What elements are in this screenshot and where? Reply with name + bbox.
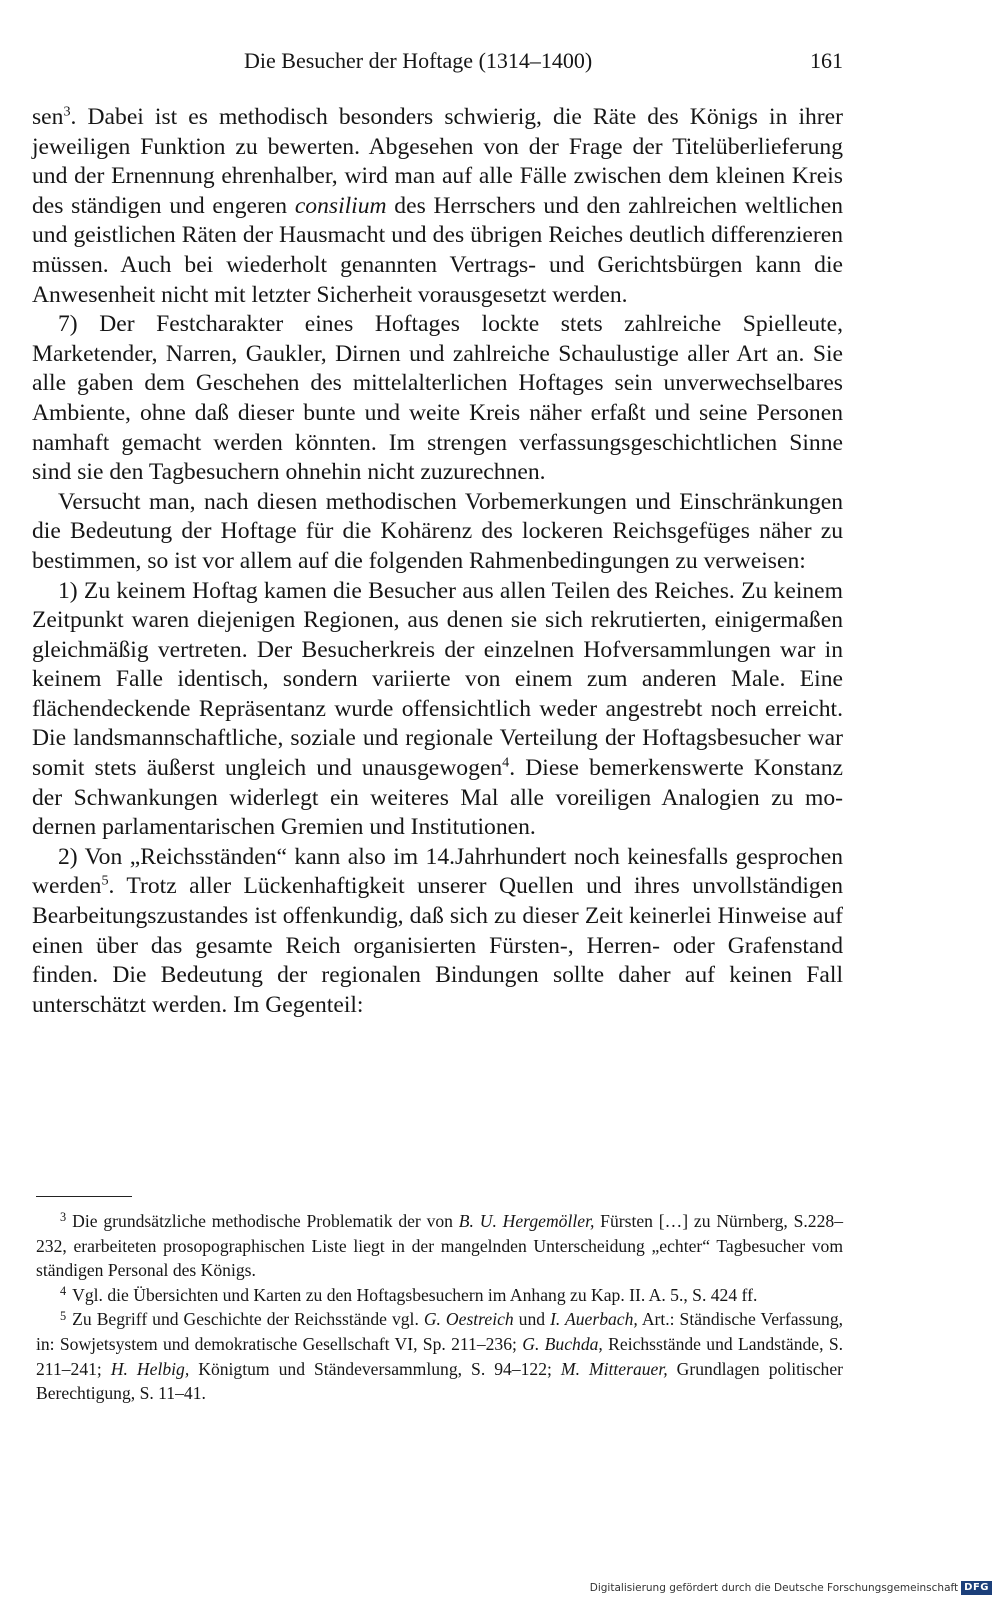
running-header	[32, 44, 843, 78]
footnote-5: $^5$ Zu Begriff und Geschichte der Reichsstände vgl. G. Oestreich und I. Auerbach, Art.: Ständische Verfassung, in: Sowjetsystem und demokratische Gesellschaft VI, Sp. 211–236; G. Buchda, Reichsstände und Landstände, S. 211–241; H. Helbig, Königtum und Ständeversammlung, S. 94–122; M. Mitterauer, Grundlagen politischer Berechtigung, S. 11–41.	[36, 1308, 844, 1404]
dfg-logo: DFG	[961, 1581, 992, 1595]
paragraph-point-2: 2) Von „Reichsständen“ kann also im 14.Jahrhundert noch keinesfalls gesprochen werden$^5$. Trotz aller Lückenhaftigkeit unserer Quellen und ihres unvollständigen Bearbeitungszustandes ist offenkundig, daß sich zu dieser Zeit keinerlei Hinweise auf einen über das gesamte Reich organisierten Fürsten-, Herren- oder Grafenstand finden. Die Bedeutung der regionalen Bindungen sollte daher auf keinen Fall unterschätzt werden. Im Gegenteil:	[32, 843, 843, 1018]
footnotes	[36, 1209, 843, 1406]
main-text	[32, 103, 843, 1020]
footnote-ref-3[interactable]: 3	[63, 103, 71, 120]
footnote-mark: 4	[60, 1284, 67, 1299]
running-title: Die Besucher der Hoftage (1314–1400)	[244, 48, 593, 73]
footnote-4: $^4$ Vgl. die Übersichten und Karten zu den Hoftagsbesuchern im Anhang zu Kap. II. A. 5., S. 424 ff.	[60, 1284, 758, 1305]
footnote-mark: 5	[60, 1308, 67, 1323]
page-number: 161	[810, 48, 843, 73]
footnote-mark: 3	[60, 1210, 67, 1225]
paragraph-point-7: 7) Der Festcharakter eines Hoftages lockte stets zahlreiche Spielleute, Marketender, Narren, Gaukler, Dirnen und zahlreiche Schaulustige aller Art an. Sie alle gaben dem Geschehen des mittelalterlichen Hoftages sein unverwechselbares Ambiente, ohne daß dieser bunte und weite Kreis näher erfaßt und seine Personen namhaft gemacht werden könnten. Im strengen verfassungsgeschichtlichen Sinne sind sie den Tagbesuchern ohnehin nicht zuzurechnen.	[32, 311, 843, 486]
footnote-divider	[36, 1196, 132, 1197]
paragraph-point-1: 1) Zu keinem Hoftag kamen die Besucher aus allen Teilen des Reiches. Zu keinem Zeitpunkt waren diejenigen Regionen, aus denen sie sich rekrutierten, einigermaßen gleichmäßig vertreten. Der Besucherkreis der einzelnen Hofversammlungen war in keinem Falle identisch, sondern variierte von einem zum anderen Male. Eine flächendeckende Repräsentanz wurde offensichtlich weder angestrebt noch erreicht. Die landsmannschaftliche, soziale und regionale Verteilung der Hoftagsbesucher war somit stets äußerst ungleich und unausgewogen$^4$. Diese bemerkenswerte Konstanz der Schwankungen widerlegt ein weiteres Mal alle voreiligen Analogien zu modernen parlamentarischen Gremien und Institutionen.	[32, 577, 844, 841]
paragraph-conditions: Versucht man, nach diesen methodischen Vorbemerkungen und Einschränkungen die Bedeutung der Hoftage für die Kohärenz des lockeren Reichsgefüges näher zu bestimmen, so ist vor allem auf die folgenden Rahmenbedingungen zu verweisen:	[32, 488, 843, 574]
credit-text: Digitalisierung gefördert durch die Deutsche Forschungsgemeinschaft	[589, 1582, 959, 1594]
paragraph-continued: sen$^3$. Dabei ist es methodisch besonders schwierig, die Räte des Königs in ihrer jeweiligen Funktion zu bewerten. Abgesehen von der Frage der Titelüberlieferung und der Ernennung ehrenhalber, wird man auf alle Fälle zwischen dem kleinen Kreis des ständigen und engeren consilium des Herrschers und den zahlreichen weltlichen und geistlichen Räten der Hausmacht und des übrigen Reiches deutlich differenzieren müssen. Auch bei wiederholt genannten Vertrags- und Gerichtsbürgen kann die Anwesenheit nicht mit letzter Sicherheit vorausgesetzt werden.	[32, 103, 843, 308]
footnote-3: $^3$ Die grundsätzliche methodische Problematik der von B. U. Hergemöller, Fürsten […] zu Nürnberg, S.228–232, erarbeiteten prosopographischen Liste liegt in der mangelnden Unterscheidung „echter“ Tagbesucher vom ständigen Personal des Königs.	[36, 1210, 843, 1281]
footnote-ref-5[interactable]: 5	[101, 872, 109, 889]
footnote-ref-4[interactable]: 4	[502, 754, 510, 771]
digitization-credit	[590, 1579, 992, 1597]
italic-term: consilium	[294, 192, 387, 219]
